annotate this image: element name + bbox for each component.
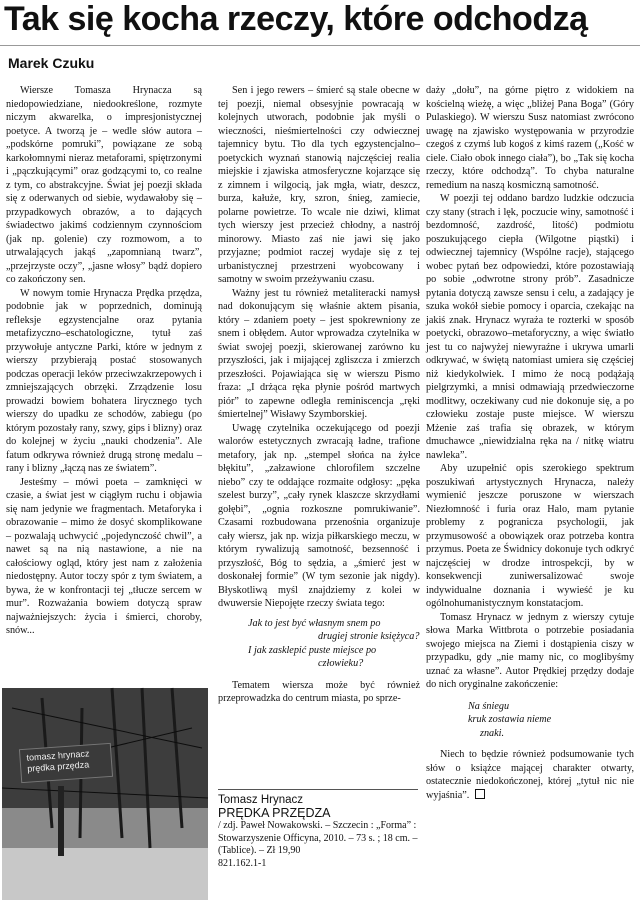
biblio-title: PRĘDKA PRZĘDZA [218, 806, 331, 820]
column-1 [6, 84, 202, 680]
paragraph: Wiersze Tomasza Hrynacza są niedopowiedziane, niedookreślone, rozmyte niczym akwarelka, o impresjonistycznej poetyce. A tworzą je – wedle słów autora – „podskórne pomruki”, powiązane ze sobą karkołomnymi nieraz metaforami, spiętrzonymi i „pączkującymi” oraz godzącymi to, co realne z tym, co abstrakcyjne. Świat jej poezji składa się z oderwanych od siebie, wydawałoby się – przypadkowych obrazów, a to dających świadectwo jakimś codziennym czynnościom (jak np. golenie) czy rozmowom, a to utrwalających jakąś „zapomnianą twarz”, „przejrzyste oczy”, „jasne włosy” bądź dopiero co zakończony sen. [6, 85, 202, 285]
poem-quote [248, 617, 420, 671]
paragraph: W nowym tomie Hrynacza Prędka przędza, podobnie jak w poprzednich, dominują refleksje egzystencjalne oraz pytania metafizyczno–eschatologiczne, tytuł zaś przywołuje antyczne Parki, które w jednym z wierszy przybierają postać stosowanych podczas operacji leków przeciwzakrzepowych i zmniejszających obrzęki. Zrządzenie losu prowadzi bowiem bohatera lirycznego tych wierszy do upadku ze schodów, zabiegu (po którym pozostały rany, szwy, gips i blizny) oraz do kolejnej w życiu „nauki chodzenia”. Ale fatum odkrywa również drugą stronę medalu – rany i blizny „łączą nas ze światem”. [6, 287, 202, 474]
book-cover-image [2, 688, 208, 900]
title-rule [0, 45, 640, 46]
bibliographic-note [218, 789, 422, 870]
poem-line: Jak to jest być własnym snem po [248, 617, 381, 629]
poem-line: znaki. [480, 727, 505, 739]
closing-text: Niech to będzie również podsumowanie tych słów o książce mającej charakter otwarty, ostatecznie niedokończonej, której „tytuł nic nie wyjaśnia”. [426, 749, 634, 801]
cover-title: prędka przędza [26, 759, 90, 774]
biblio-rule [218, 789, 418, 790]
biblio-author: Tomasz Hrynacz [218, 794, 303, 806]
cover-sign [19, 743, 113, 783]
cover-photo [2, 688, 208, 900]
poem-line: człowieku? [318, 658, 364, 669]
poem-quote [468, 700, 634, 741]
paragraph: daży „dołu”, na górne piętro z widokiem na kościelną wieżę, a więc „bliżej Pana Boga” (Góry Pulaskiego). W wierszu Susz natomiast zwrócono uwagę na zjawisko występowania w przyrodzie czegoś z czymś lub kogoś z kimś razem („Kość w ciele. Ciało obok innego ciała”), bo „Tak się kocha rzeczy, które odchodzą”. To chyba naturalne remedium na naszą kosmiczną samotność. [426, 85, 634, 191]
paragraph: Uwagę czytelnika oczekującego od poezji walorów estetycznych zwracają ładne, trafione metafory, jak np. „stempel słońca na żyłce błękitu”, „załzawione chlorofilem szczelne niebo” czy te oddające rozmaite odgłosy: „pęka szelest burzy”, „cały rynek klaszcze skrzydłami gołębi”, „ognia rozkoszne pomrukiwanie”. Czasami rozbudowana przenośnia organizuje cały wiersz, jak np. wizja piłkarskiego meczu, w którym rywalizują samotność, bezsenność i przyszłość, Bóg to sędzia, a „śmierć jest w doskonałej formie” (W tym sezonie jak nigdy). Błyskotliwą myśl znajdziemy z kolei w dwuwersie Niepojęte rzeczy świata tego: [218, 422, 420, 609]
paragraph: Ważny jest tu również metaliteracki namysł nad dokonującym się właśnie aktem pisania, który – zdaniem poety – jest spokrewniony ze snem i obłędem. Autor wprowadza czytelnika w świat swojej poezji, skierowanej zarówno ku przyszłości, jak i mijającej zgliszcza i zmierzch przeszłości. Pojawiająca się w wierszu Pismo fraza: „I drżąca ręka płynie pośród martwych piór” to zapewne odległa reminiscencja „ręki śmiertelnej” Wisławy Szymborskiej. [218, 287, 420, 420]
cover-author: tomasz hrynacz [26, 748, 90, 763]
article-title: Tak się kocha rzeczy, które odchodzą [4, 0, 588, 38]
paragraph: Aby uzupełnić opis szerokiego spektrum poszukiwań artystycznych Hrynacza, należy wymienić jeszcze poruszone w wierszach Niezłomność i furia oraz Halo, mam pytanie problemy z pogranicza psychologii, jak przymusowość a obowiązek oraz potrzeba kontra przymus. Poeta ze Świdnicy dokonuje tych odkryć najczęściej w drodze introspekcji, by w konsekwencji zuniwersalizować swoje indywidualne doznania i wywieść je ku ogólnohumanistycznym konstatacjom. [426, 463, 634, 609]
biblio-details: / zdj. Paweł Nowakowski. – Szczecin : „Forma” : Stowarzyszenie Officyna, 2010. – 73 s. ; 18 cm. – (Tablice). – Zł 19,90 [218, 820, 418, 856]
column-2 [218, 84, 420, 704]
poem-line: kruk zostawia nieme [468, 714, 552, 725]
biblio-code: 821.162.1-1 [218, 857, 267, 869]
paragraph: Jesteśmy – mówi poeta – zamknięci w czasie, a świat jest w ciągłym ruchu i objawia się nam jedynie we fragmentach. Metaforyka i obrazowanie – mimo że dosyć skomplikowane – pozwalają uchwycić „pojedynczość chwil”, a nawet są na nią nastawione, a nie na całościowy ogląd, który jest nam z założenia niedostępny. Autor toczy spór z tym światem, a bywa, że w konfrontacji tej „tłucze sercem w mur”. Rozważania bowiem dotyczą spraw najważniejszych: życia i śmierci, choroby, snów... [6, 476, 202, 636]
poem-line: Na śniegu [468, 700, 510, 712]
paragraph: W poezji tej oddano bardzo ludzkie odczucia czy stany (strach i lęk, poczucie winy, samotność i bezdomność, zazdrość, litość) podmiotu poszukującego ciepła (Wilgotne piąstki) i odwiecznej tajemnicy (Wspólne racje), stającego wobec pytań bez odpowiedzi, które pozostawiają po sobie „odwrotne strony prób”. Zasadnicze pytania dotyczą zawsze sensu i celu, a zadający je szuka wokół siebie pomocy i oparcia, czekając na jakiś znak. Hrynacz wyraża te rozterki w sposób poetycki, obrazowo–metaforyczny, a więc światło jest tu co najwyżej niewyraźne i ukrywa umarli odkrywać, w świętą natomiast umiera się częściej niż kiedykolwiek. I mimo że nocą podążają pielgrzymki, a mnisi odmawiają przedwieczorne modlitwy, oczekiwany cud nie dokonuje się, a po człowieku zostaje puste miejsce. W wierszu Mżenie zaś trafia się obrazek, w którym dmuchawce „niewidzialna ręka na / nitkę wiatru nawleka”. [426, 193, 634, 461]
column-3 [426, 84, 634, 894]
paragraph: Tomasz Hrynacz w jednym z wierszy cytuje słowa Marka Wittbrota o potrzebie posiadania swojego miejsca na Ziemi i dostąpienia ciszy w przypadku, gdy „nie mamy nic, co moglibyśmy uznać za własne”. Autor Prędkiej przędzy dodaje do nich oryginalne zakończenie: [426, 611, 634, 690]
paragraph: Tematem wiersza może być również przeprowadzka do centrum miasta, po sprze- [218, 679, 420, 704]
poem-line: drugiej stronie księżyca? [318, 631, 420, 642]
poem-line: I jak zasklepić puste miejsce po [248, 644, 377, 656]
article-author: Marek Czuku [8, 55, 95, 71]
end-mark-icon [475, 789, 485, 799]
paragraph: Sen i jego rewers – śmierć są stale obecne w tej poezji, niemal obsesyjnie powracają w kolejnych utworach, podobnie jak myśli o wieczności, nieśmiertelności czy odwiecznej tajemnicy bytu. Tło dla tych egzystencjalno–poetyckich wyznań stanowią najczęściej realia miejskie i zjawiska atmosferyczne kojarzące się z zimnem i wilgocią, jak mgła, wiatr, deszcz, burza, kałuże, kry, szron, śnieg, zamiecie, polarne powietrze. To wcale nie dziwi, klimat tych wierszy jest przecież chłodny, a nastrój minorowy. Miasto zaś nie jawi się jako przyjazne; podmiot raczej wydaje się z tej urbanistycznej przestrzeni wyobcowany i samotny w swoim przeżywaniu czasu. [218, 85, 420, 285]
paragraph [426, 748, 634, 802]
